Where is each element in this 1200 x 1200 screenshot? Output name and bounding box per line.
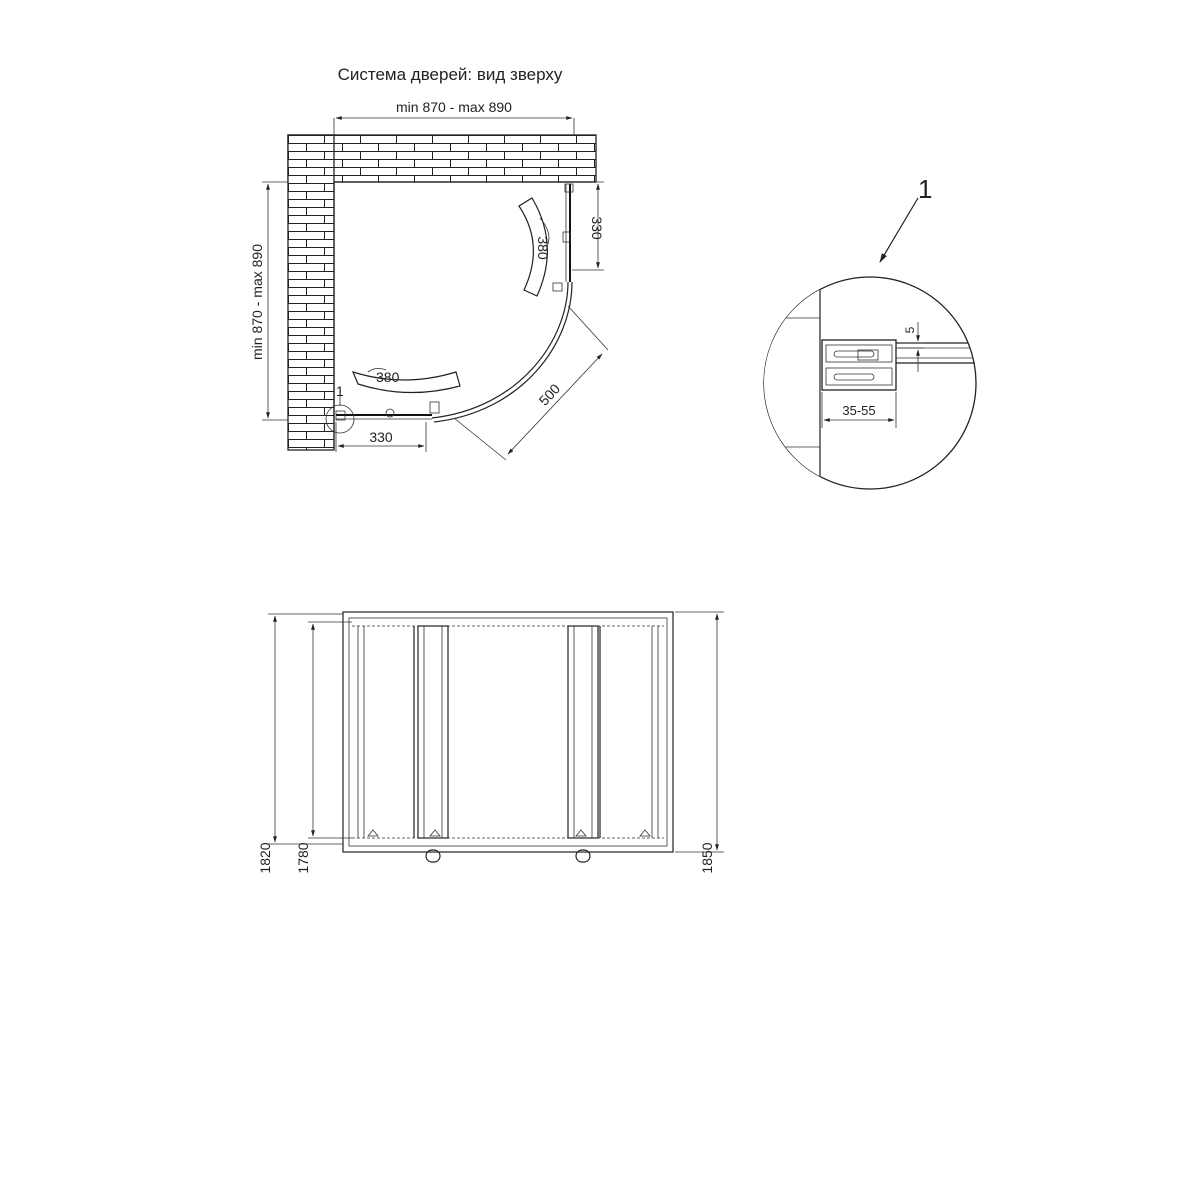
front-fixed-panel-right — [600, 626, 658, 838]
dim-door-bottom-label: 380 — [376, 369, 400, 385]
rollers — [368, 830, 650, 836]
front-sliding-door-right — [568, 626, 598, 838]
dim-side-bottom-label: 330 — [369, 429, 393, 445]
door-swing-bottom — [353, 368, 460, 392]
top-view-title: Система дверей: вид зверху — [337, 65, 563, 84]
brick-wall-left — [288, 135, 334, 450]
dim-inner-height-label: 1780 — [295, 842, 311, 874]
dim-height — [249, 182, 288, 420]
dim-gap-label: 5 — [903, 326, 917, 334]
dim-door-right-label: 380 — [535, 236, 551, 260]
dim-side-bottom — [336, 422, 426, 452]
detail-view-1 — [760, 174, 980, 500]
dim-adjust-label: 35-55 — [842, 403, 876, 418]
dim-width — [334, 99, 574, 135]
dim-side-right-label: 330 — [589, 216, 605, 240]
dim-width-label: min 870 - max 890 — [396, 99, 512, 115]
front-view — [257, 612, 724, 874]
fixed-panel-right — [563, 184, 573, 282]
dim-height-label: min 870 - max 890 — [249, 244, 265, 360]
dim-opening — [454, 306, 608, 460]
front-sliding-door-left — [418, 626, 448, 838]
dim-total-height-label: 1850 — [699, 842, 715, 874]
front-fixed-panel-left — [358, 626, 414, 838]
detail-ref-label: 1 — [336, 383, 344, 399]
dim-total-height — [675, 612, 724, 874]
dim-outer-height-label: 1820 — [257, 842, 273, 874]
dim-opening-label: 500 — [535, 380, 564, 409]
top-view-plan — [249, 65, 608, 460]
dim-side-right — [572, 182, 605, 270]
door-swing-right — [519, 198, 562, 296]
dim-outer-height — [257, 614, 343, 874]
detail-callout-label: 1 — [918, 174, 933, 204]
